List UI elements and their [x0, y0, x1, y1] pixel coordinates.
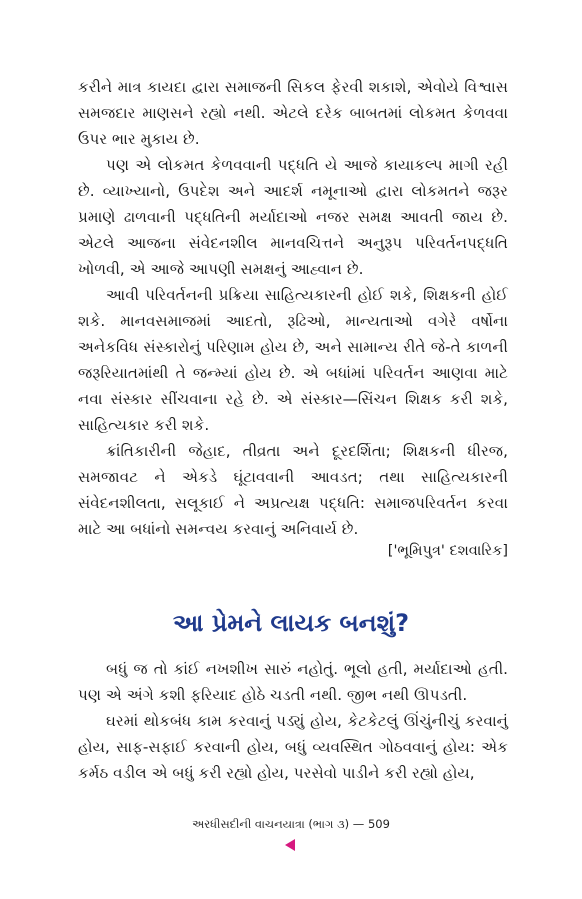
source-citation: ['ભૂમિપુત્ર' દશવારિક] [387, 543, 508, 559]
article-body-2 [78, 656, 508, 786]
paragraph-5: બધું જ તો કાંઈ નખશીખ સારું નહોતું. ભૂલો હતી, મર્યાદાઓ હતી. પણ એ અંગે કશી ફરિયાદ હોઠે ચડતી નથી. જીભ નથી ઊપડતી. [78, 660, 508, 704]
paragraph-4: ક્રાંતિકારીની જેહાદ, તીવ્રતા અને દૂરદર્શિતા; શિક્ષકની ધીરજ, સમજાવટ ને એકડે ઘૂંટાવવાની આવડત; તથા સાહિત્યકારની સંવેદનશીલતા, સલૂકાઈ ને અપ્રત્યક્ષ પદ્ધતિ: સમાજપરિવર્તન કરવા માટે આ બધાંનો સમન્વય કરવાનું અનિવાર્ય છે. [78, 442, 508, 538]
paragraph-1: કરીને માત્ર કાયદા દ્વારા સમાજની સિકલ ફેરવી શકાશે, એવોયે વિશ્વાસ સમજદાર માણસને રહ્યો નથી. એટલે દરેક બાબતમાં લોકમત કેળવવા ઉપર ભાર મુકાય છે. [78, 78, 508, 148]
paragraph-3: આવી પરિવર્તનની પ્રક્રિયા સાહિત્યકારની હોઈ શકે, શિક્ષકની હોઈ શકે. માનવસમાજમાં આદતો, રૂઢિઓ, માન્યતાઓ વગેરે વર્ષોના અનેકવિધ સંસ્કારોનું પરિણામ હોય છે, અને સામાન્ય રીતે જે-તે કાળની જરૂરિયાતમાંથી તે જન્મ્યાં હોય છે. એ બધાંમાં પરિવર્તન આણવા માટે નવા સંસ્કાર સીંચવાના રહે છે. એ સંસ્કાર—સિંચન શિક્ષક કરી શકે, સાહિત્યકાર કરી શકે. [78, 286, 508, 434]
paragraph-6: ઘરમાં થોકબંધ કામ કરવાનું પડ્યું હોય, કેટકેટલું ઊંચુંનીચું કરવાનું હોય, સાફ-સફાઈ કરવાની હોય, બધું વ્યવસ્થિત ગોઠવવાનું હોય: એક કર્મઠ વડીલ એ બધું કરી રહ્યો હોય, પરસેવો પાડીને કરી રહ્યો હોય, [78, 712, 508, 782]
left-triangle-icon[interactable] [285, 839, 295, 851]
article-title: આ પ્રેમને લાયક બનશું? [172, 609, 410, 637]
paragraph-2: પણ એ લોકમત કેળવવાની પદ્ધતિ યે આજે કાયાકલ્પ માગી રહી છે. વ્યાખ્યાનો, ઉપદેશ અને આદર્શ નમૂનાઓ દ્વારા લોકમતને જરૂર પ્રમાણે ઢાળવાની પદ્ધતિની મર્યાદાઓ નજર સમક્ષ આવતી જાય છે. એટલે આજના સંવેદનશીલ માનવચિત્તને અનુરૂપ પરિવર્તનપદ્ધતિ ખોળવી, એ આજે આપણી સમક્ષનું આહ્વાન છે. [78, 156, 508, 278]
article-body-1 [78, 74, 508, 542]
page-footer: અરધીસદીની વાચનયાત્રા (ભાગ ૩) — 509 [192, 817, 390, 831]
